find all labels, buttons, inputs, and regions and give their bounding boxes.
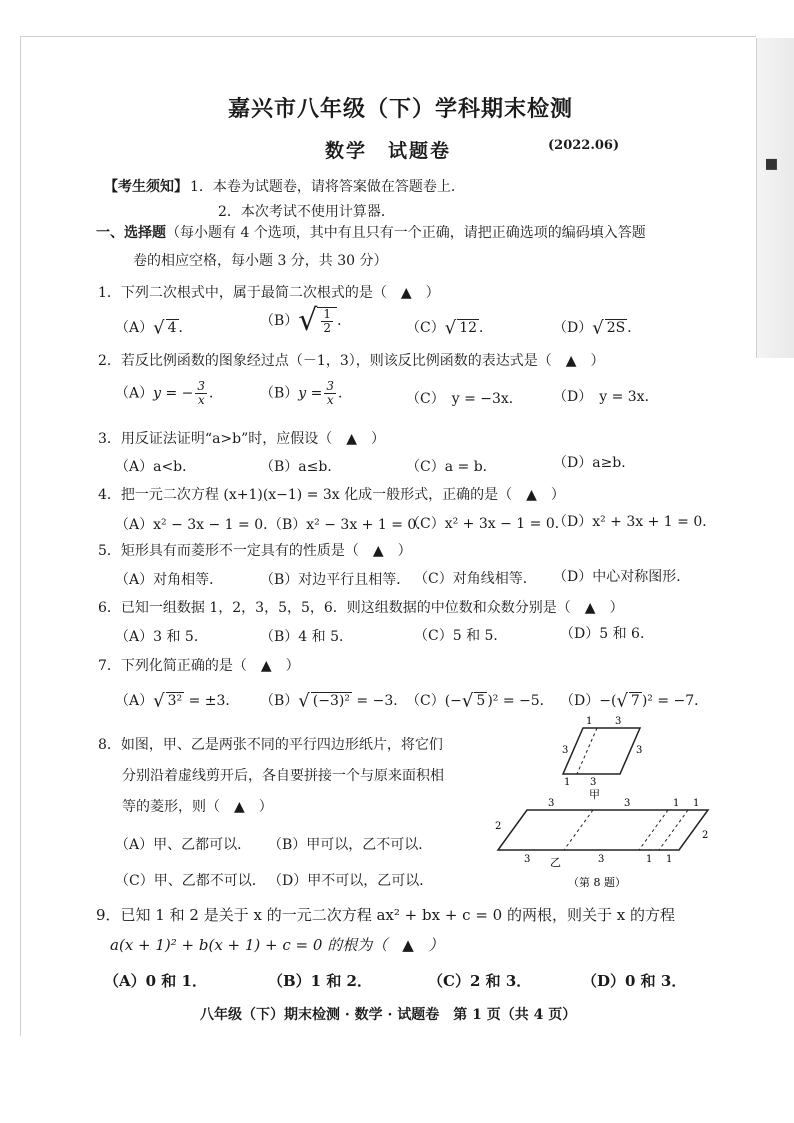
notice-item-2: 2．本次考试不使用计算器． xyxy=(218,204,395,220)
adjacent-page-edge xyxy=(756,38,794,358)
question-6-stem: 6．已知一组数据 1，2，3，5，5，6．则这组数据的中位数和众数分别是（ ▲ ） xyxy=(98,600,624,616)
question-4-option-a: （A）x² − 3x − 1 = 0． xyxy=(115,517,278,533)
question-6-option-a: （A）3 和 5． xyxy=(115,629,208,645)
page-subtitle: 数学 试题卷 xyxy=(325,140,452,162)
yi-name: 乙 xyxy=(550,856,561,869)
question-8-stem-3: 等的菱形，则（ ▲ ） xyxy=(122,799,273,815)
question-5-option-d: （D）中心对称图形． xyxy=(553,569,691,585)
question-6-option-b: （B）4 和 5． xyxy=(260,629,354,645)
question-2-option-a: （A）y = − $\frac{3}{x}$ ． xyxy=(115,379,224,407)
question-1-option-d: （D）√ 2S ． xyxy=(553,317,642,339)
question-2-option-d: （D） y = 3x． xyxy=(553,389,659,405)
question-8-figure xyxy=(480,712,730,892)
question-7-option-b: （B）√ (−3)² = −3． xyxy=(260,690,408,712)
jia-name: 甲 xyxy=(589,788,600,801)
parallelogram-yi-cut-line-1 xyxy=(564,810,593,850)
question-5-option-c: （C）对角线相等． xyxy=(414,571,537,587)
jia-label-left: 3 xyxy=(562,745,569,756)
question-2-option-b: （B）y = $\frac{3}{x}$ ． xyxy=(260,379,353,407)
jia-label-top-left: 1 xyxy=(586,716,593,727)
section-description-1: （每小题有 4 个选项，其中有且只有一个正确，请把正确选项的编码填入答题 xyxy=(166,225,646,241)
question-7-stem: 7．下列化简正确的是（ ▲ ） xyxy=(98,658,300,674)
scan-border-left xyxy=(20,36,21,1036)
question-5-option-b: （B）对边平行且相等． xyxy=(260,572,411,588)
question-4-option-c: （C）x² + 3x − 1 = 0． xyxy=(406,516,569,532)
jia-label-right: 3 xyxy=(636,745,643,756)
question-7-option-c: （C）(−√ 5 )² = −5． xyxy=(406,690,554,712)
question-9-option-b: （B）1 和 2． xyxy=(268,972,372,990)
question-2-stem: 2．若反比例函数的图象经过点（－1，3），则该反比例函数的表达式是（ ▲ ） xyxy=(98,353,605,369)
jia-label-top-right: 3 xyxy=(615,716,622,727)
yi-label-top-3: 1 xyxy=(673,798,680,809)
question-5-stem: 5．矩形具有而菱形不一定具有的性质是（ ▲ ） xyxy=(98,543,412,559)
question-4-option-b: （B）x² − 3x + 1 = 0． xyxy=(268,517,431,533)
yi-label-bottom-4: 1 xyxy=(666,854,673,865)
adjacent-page-mark: ▪ xyxy=(764,150,779,176)
notice-item-1: 1．本卷为试题卷，请将答案做在答题卷上． xyxy=(190,179,465,195)
question-1-option-c: （C）√ 12 ． xyxy=(406,317,494,339)
question-2-option-c: （C） y = −3x． xyxy=(406,391,523,407)
parallelogram-jia xyxy=(563,728,643,774)
question-3-stem: 3．用反证法证明“a>b”时，应假设（ ▲ ） xyxy=(98,431,386,447)
question-9-stem-1: 9．已知 1 和 2 是关于 x 的一元二次方程 ax² + bx + c = 0 的两根，则关于 x 的方程 xyxy=(96,906,675,924)
question-3-option-c: （C）a = b． xyxy=(406,459,497,475)
question-7-option-a: （A）√ 3² = ±3． xyxy=(115,690,240,712)
question-4-stem: 4．把一元二次方程 (x+1)(x−1) = 3x 化成一般形式，正确的是（ ▲ ） xyxy=(98,487,565,503)
yi-label-top-2: 3 xyxy=(624,798,631,809)
parallelogram-yi xyxy=(498,810,708,850)
yi-label-right: 2 xyxy=(702,830,709,841)
yi-label-top-1: 3 xyxy=(548,798,555,809)
question-9-option-c: （C）2 和 3． xyxy=(428,972,532,990)
section-heading xyxy=(96,222,646,242)
yi-label-bottom-2: 3 xyxy=(598,854,605,865)
question-9-stem-2: a(x + 1)² + b(x + 1) + c = 0 的根为（ ▲ ） xyxy=(110,936,444,954)
question-3-option-a: （A）a<b． xyxy=(115,459,197,475)
question-5-option-a: （A）对角相等． xyxy=(115,572,224,588)
yi-label-left: 2 xyxy=(495,821,502,832)
question-1-option-a: （A）√ 4 ． xyxy=(115,317,193,339)
question-8-option-a: （A）甲、乙都可以． xyxy=(115,837,252,853)
question-9-option-a: （A）0 和 1． xyxy=(104,972,207,990)
question-1-option-b: （B）√ $\frac{1}{2}$ ． xyxy=(260,303,352,338)
yi-label-bottom-1: 3 xyxy=(524,854,531,865)
question-8-stem-1: 8．如图，甲、乙是两张不同的平行四边形纸片，将它们 xyxy=(98,737,443,753)
question-6-option-c: （C）5 和 5． xyxy=(414,628,508,644)
question-9-option-d: （D）0 和 3． xyxy=(582,972,687,990)
jia-label-bottom-left: 1 xyxy=(564,777,571,788)
yi-label-top-4: 1 xyxy=(693,798,700,809)
question-8-option-b: （B）甲可以，乙不可以． xyxy=(268,837,433,853)
parallelogram-yi-cut-line-2 xyxy=(639,810,668,850)
yi-label-bottom-3: 1 xyxy=(646,854,653,865)
question-3-option-b: （B）a≤b． xyxy=(260,459,342,475)
notice-label: 【考生须知】 xyxy=(104,179,188,195)
section-title: 一、选择题 xyxy=(96,225,166,241)
question-8-stem-2: 分别沿着虚线剪开后，各自要拼接一个与原来面积相 xyxy=(122,768,444,784)
question-4-option-d: （D）x² + 3x + 1 = 0． xyxy=(553,514,717,530)
question-7-option-d: （D）−(√ 7 )² = −7． xyxy=(560,690,709,712)
question-8-option-d: （D）甲不可以，乙可以． xyxy=(268,873,434,889)
jia-label-bottom-right: 3 xyxy=(590,777,597,788)
page-title: 嘉兴市八年级（下）学科期末检测 xyxy=(228,96,574,122)
page-footer: 八年级（下）期末检测 · 数学 · 试题卷 第 1 页（共 4 页） xyxy=(200,1007,577,1023)
figure-caption: （第 8 题） xyxy=(568,876,626,889)
question-6-option-d: （D）5 和 6． xyxy=(560,626,654,642)
question-8-option-c: （C）甲、乙都不可以． xyxy=(115,873,266,889)
section-description-2: 卷的相应空格，每小题 3 分，共 30 分） xyxy=(133,253,388,269)
scan-border-top xyxy=(20,36,756,37)
question-1-stem: 1．下列二次根式中，属于最简二次根式的是（ ▲ ） xyxy=(98,285,440,301)
exam-date: (2022.06) xyxy=(548,138,620,153)
question-3-option-d: （D）a≥b． xyxy=(553,455,636,471)
